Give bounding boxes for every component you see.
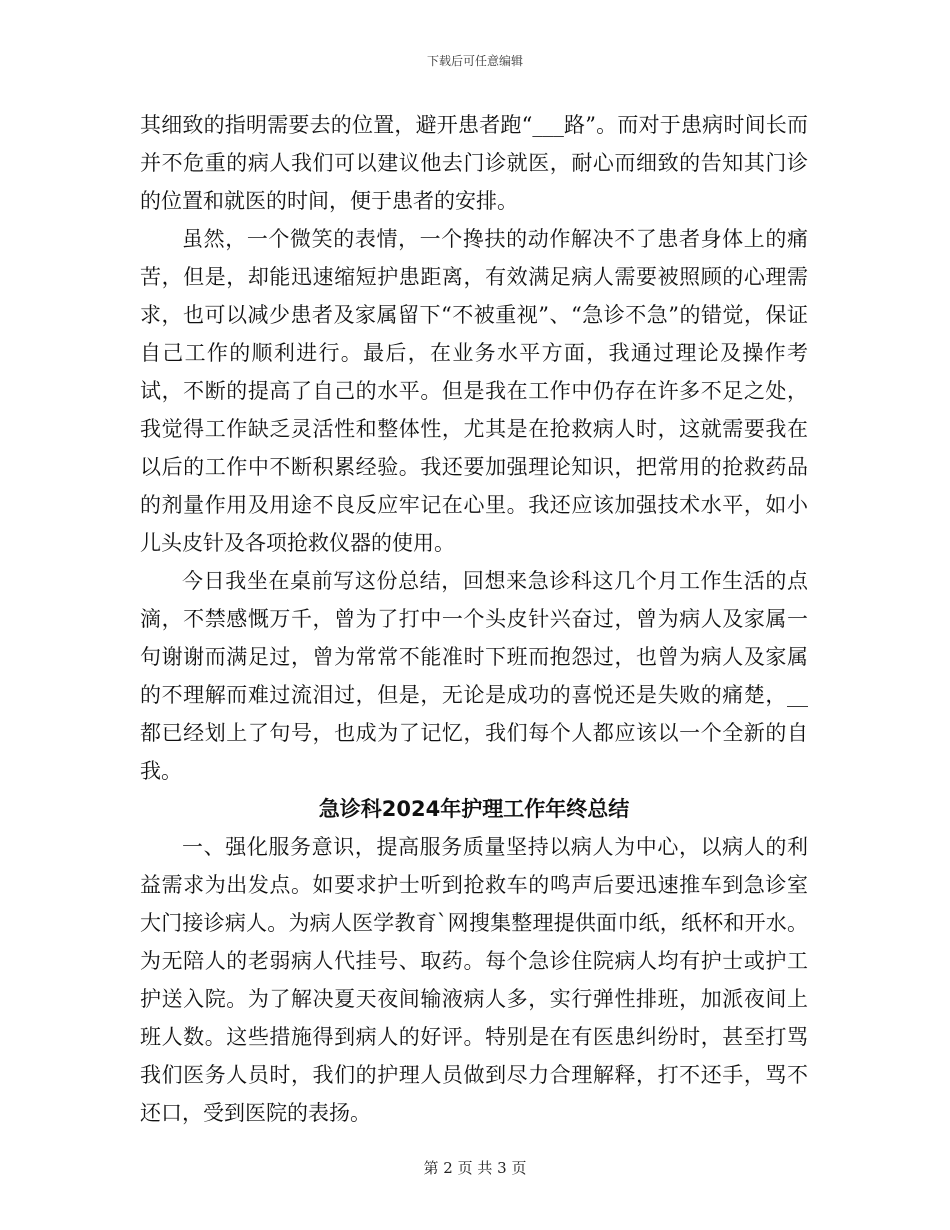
- section-title: 急诊科2024年护理工作年终总结: [318, 797, 630, 821]
- document-body: [140, 106, 808, 1132]
- paragraph-continuation: 其细致的指明需要去的位置，避开患者跑“___路”。而对于患病时间长而并不危重的病人我们可以建议他去门诊就医，耐心而细致的告知其门诊的位置和就医的时间，便于患者的安排。: [140, 113, 808, 213]
- paragraph: 今日我坐在桌前写这份总结，回想来急诊科这几个月工作生活的点滴，不禁感慨万千，曾为了打中一个头皮针兴奋过，曾为病人及家属一句谢谢而满足过，曾为常常不能准时下班而抱怨过，也曾为病人及家属的不理解而难过流泪过，但是，无论是成功的喜悦还是失败的痛楚，__都已经划上了句号，也成为了记忆，我们每个人都应该以一个全新的自我。: [140, 569, 808, 783]
- page-number-footer: 第 2 页 共 3 页: [423, 1159, 527, 1177]
- page-header: 下载后可任意编辑: [426, 54, 523, 68]
- paragraph: 一、强化服务意识，提高服务质量坚持以病人为中心，以病人的利益需求为出发点。如要求护士听到抢救车的鸣声后要迅速推车到急诊室大门接诊病人。为病人医学教育`网搜集整理提供面巾纸，纸杯和开水。为无陪人的老弱病人代挂号、取药。每个急诊住院病人均有护士或护工护送入院。为了解决夏天夜间输液病人多，实行弹性排班，加派夜间上班人数。这些措施得到病人的好评。特别是在有医患纠纷时，甚至打骂我们医务人员时，我们的护理人员做到尽力合理解释，打不还手，骂不还口，受到医院的表扬。: [140, 835, 808, 1125]
- paragraph: 虽然，一个微笑的表情，一个搀扶的动作解决不了患者身体上的痛苦，但是，却能迅速缩短护患距离，有效满足病人需要被照顾的心理需求，也可以减少患者及家属留下“不被重视”、“急诊不急”的错觉，保证自己工作的顺利进行。最后，在业务水平方面，我通过理论及操作考试，不断的提高了自己的水平。但是我在工作中仍存在许多不足之处，我觉得工作缺乏灵活性和整体性，尤其是在抢救病人时，这就需要我在以后的工作中不断积累经验。我还要加强理论知识，把常用的抢救药品的剂量作用及用途不良反应牢记在心里。我还应该加强技术水平，如小儿头皮针及各项抢救仪器的使用。: [140, 227, 808, 555]
